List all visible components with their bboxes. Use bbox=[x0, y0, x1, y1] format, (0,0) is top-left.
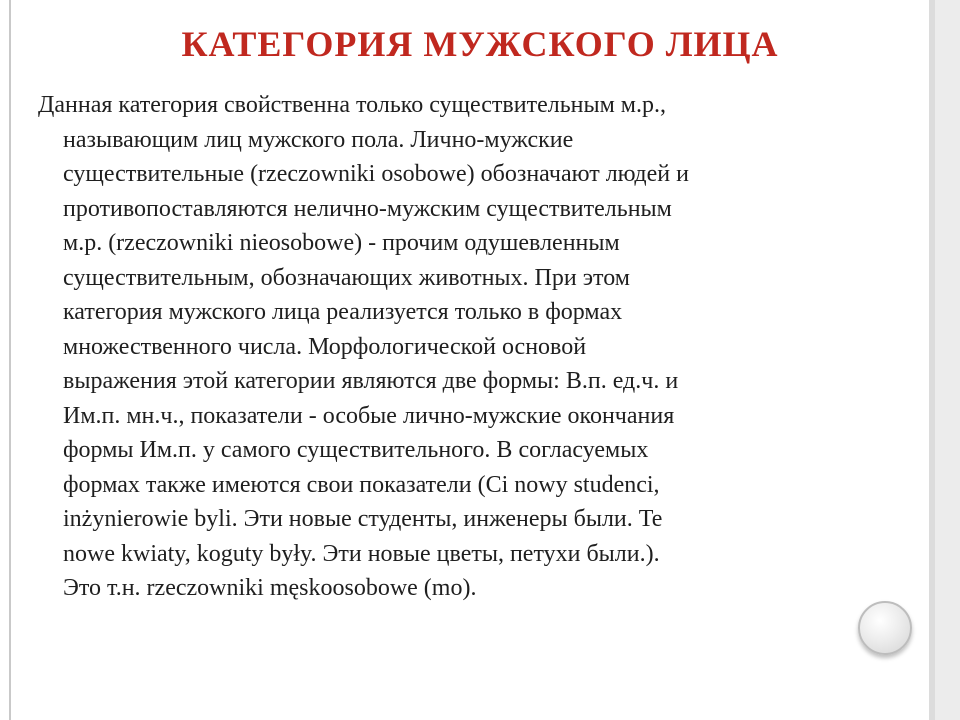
body-line: м.р. (rzeczowniki nieosobowe) - прочим одушевленным bbox=[63, 230, 620, 256]
right-side-panel-edge bbox=[929, 0, 935, 720]
body-line: формах также имеются свои показатели (Ci nowy studenci, bbox=[63, 471, 660, 498]
left-border-line bbox=[9, 0, 11, 720]
body-line: выражения этой категории являются две формы: В.п. ед.ч. и bbox=[63, 368, 679, 394]
body-line: множественного числа. Морфологической основой bbox=[63, 333, 587, 360]
body-line: формы Им.п. у самого существительного. В согласуемых bbox=[63, 437, 649, 463]
slide-body-text bbox=[38, 88, 908, 606]
slide-title: КАТЕГОРИЯ МУЖСКОГО ЛИЦА bbox=[181, 24, 779, 64]
body-line: существительные (rzeczowniki osobowe) обозначают людей и bbox=[63, 161, 689, 187]
slide-nav-circle-button[interactable] bbox=[858, 601, 912, 655]
body-line: Данная категория свойственна только существительным м.р., bbox=[38, 92, 666, 118]
body-line: категория мужского лица реализуется только в формах bbox=[63, 299, 623, 325]
body-line: inżynierowie byli. Эти новые студенты, инженеры были. Te bbox=[63, 506, 663, 532]
body-line: nowe kwiaty, koguty były. Эти новые цветы, петухи были.). bbox=[63, 540, 660, 567]
body-line: Им.п. мн.ч., показатели - особые лично-мужские окончания bbox=[63, 402, 675, 429]
body-line: противопоставляются нелично-мужским существительным bbox=[63, 195, 672, 222]
body-line: существительным, обозначающих животных. При этом bbox=[63, 264, 630, 291]
body-line: Это т.н. rzeczowniki męskoosobowe (mo). bbox=[63, 575, 477, 601]
body-line: называющим лиц мужского пола. Лично-мужские bbox=[63, 126, 574, 153]
